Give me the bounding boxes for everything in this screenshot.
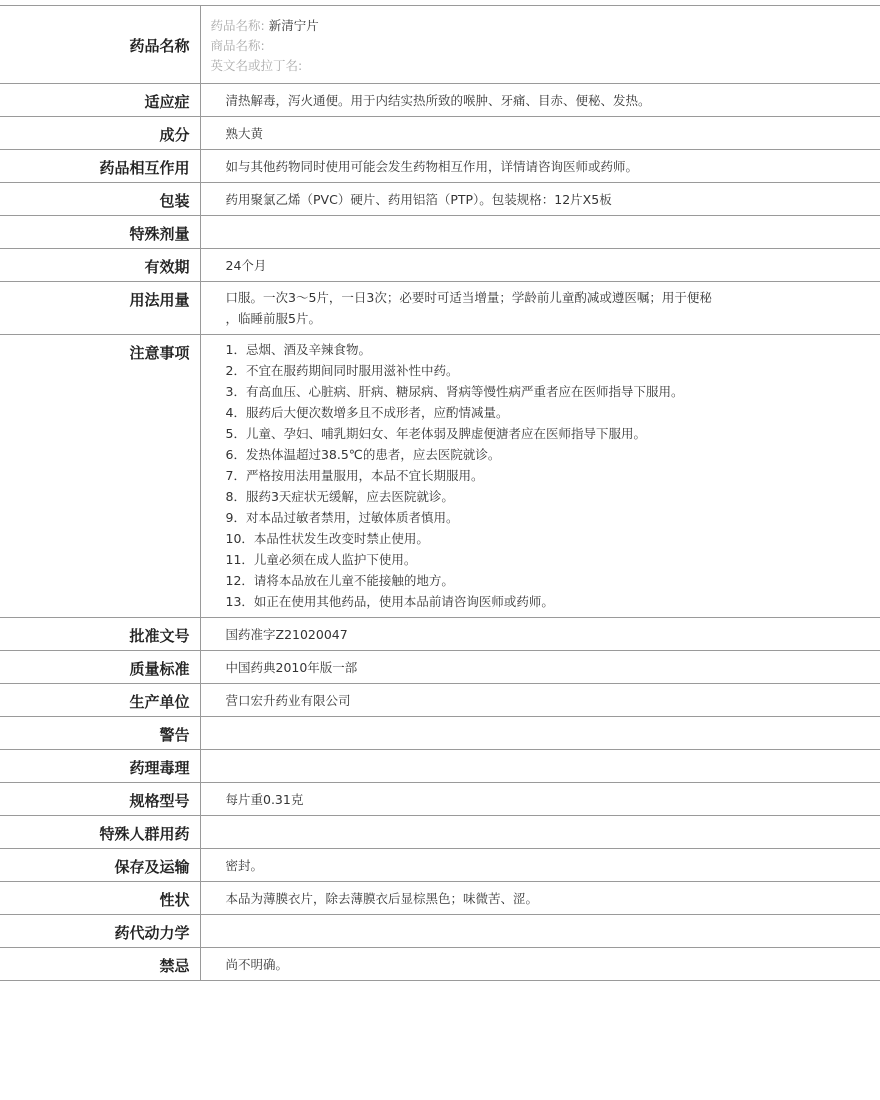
precaution-item: 10．本品性状发生改变时禁止使用。 — [225, 531, 429, 546]
row-ingredients — [0, 117, 880, 150]
row-indications — [0, 84, 880, 117]
value-manufacturer: 营口宏升药业有限公司 — [200, 684, 880, 717]
drug-info-table — [0, 5, 880, 981]
label-pharmacology: 药理毒理 — [0, 750, 200, 783]
label-validity: 有效期 — [0, 249, 200, 282]
blank-area — [0, 980, 880, 1100]
value-precautions — [200, 335, 880, 618]
row-packaging — [0, 183, 880, 216]
value-ingredients: 熟大黄 — [200, 117, 880, 150]
row-storage — [0, 849, 880, 882]
precaution-item: 9．对本品过敏者禁用，过敏体质者慎用。 — [225, 510, 459, 525]
precaution-item: 6．发热体温超过38.5℃的患者，应去医院就诊。 — [225, 447, 501, 462]
precaution-item: 11．儿童必须在成人监护下使用。 — [225, 552, 417, 567]
label-indications: 适应症 — [0, 84, 200, 117]
label-pharmacokinetics: 药代动力学 — [0, 915, 200, 948]
value-usage — [200, 282, 880, 335]
precaution-item: 4．服药后大便次数增多且不成形者，应酌情减量。 — [225, 405, 509, 420]
label-packaging: 包装 — [0, 183, 200, 216]
label-precautions: 注意事项 — [0, 335, 200, 618]
row-quality-standard — [0, 651, 880, 684]
value-warning — [200, 717, 880, 750]
row-approval-number — [0, 618, 880, 651]
generic-name-prefix: 药品名称: — [210, 18, 265, 33]
label-drug-name: 药品名称 — [0, 6, 200, 84]
label-usage: 用法用量 — [0, 282, 200, 335]
row-warning — [0, 717, 880, 750]
generic-name-line — [211, 16, 880, 36]
precaution-item: 13．如正在使用其他药品，使用本品前请咨询医师或药师。 — [225, 594, 554, 609]
row-pharmacokinetics — [0, 915, 880, 948]
label-manufacturer: 生产单位 — [0, 684, 200, 717]
precaution-item: 3．有高血压、心脏病、肝病、糖尿病、肾病等慢性病严重者应在医师指导下服用。 — [225, 384, 684, 399]
row-validity — [0, 249, 880, 282]
value-appearance: 本品为薄膜衣片，除去薄膜衣后显棕黑色；味微苦、涩。 — [200, 882, 880, 915]
value-special-groups — [200, 816, 880, 849]
row-appearance — [0, 882, 880, 915]
row-interactions — [0, 150, 880, 183]
value-specification: 每片重0.31克 — [200, 783, 880, 816]
row-special-dosage — [0, 216, 880, 249]
value-contraindications: 尚不明确。 — [200, 948, 880, 981]
precaution-item: 7．严格按用法用量服用，本品不宜长期服用。 — [225, 468, 484, 483]
generic-name-value: 新清宁片 — [268, 18, 319, 33]
label-warning: 警告 — [0, 717, 200, 750]
english-name-line — [211, 56, 880, 76]
row-precautions — [0, 335, 880, 618]
usage-line-2: ，临睡前服5片。 — [225, 311, 321, 326]
english-name-prefix: 英文名或拉丁名: — [210, 58, 303, 73]
value-storage: 密封。 — [200, 849, 880, 882]
label-contraindications: 禁忌 — [0, 948, 200, 981]
label-approval-number: 批准文号 — [0, 618, 200, 651]
row-special-groups — [0, 816, 880, 849]
precaution-item: 12．请将本品放在儿童不能接触的地方。 — [225, 573, 454, 588]
label-quality-standard: 质量标准 — [0, 651, 200, 684]
row-drug-name — [0, 6, 880, 84]
value-packaging: 药用聚氯乙烯（PVC）硬片、药用铝箔（PTP）。包装规格：12片X5板 — [200, 183, 880, 216]
value-interactions: 如与其他药物同时使用可能会发生药物相互作用，详情请咨询医师或药师。 — [200, 150, 880, 183]
usage-line-1: 口服。一次3～5片，一日3次；必要时可适当增量；学龄前儿童酌减或遵医嘱；用于便秘 — [225, 290, 712, 305]
precaution-item: 1．忌烟、酒及辛辣食物。 — [225, 342, 371, 357]
label-special-dosage: 特殊剂量 — [0, 216, 200, 249]
trade-name-prefix: 商品名称: — [210, 38, 265, 53]
value-indications: 清热解毒，泻火通便。用于内结实热所致的喉肿、牙痛、目赤、便秘、发热。 — [200, 84, 880, 117]
trade-name-line — [211, 36, 880, 56]
label-special-groups: 特殊人群用药 — [0, 816, 200, 849]
precaution-item: 5．儿童、孕妇、哺乳期妇女、年老体弱及脾虚便溏者应在医师指导下服用。 — [225, 426, 646, 441]
value-pharmacology — [200, 750, 880, 783]
label-storage: 保存及运输 — [0, 849, 200, 882]
row-manufacturer — [0, 684, 880, 717]
precaution-item: 8．服药3天症状无缓解，应去医院就诊。 — [225, 489, 454, 504]
value-quality-standard: 中国药典2010年版一部 — [200, 651, 880, 684]
label-appearance: 性状 — [0, 882, 200, 915]
row-specification — [0, 783, 880, 816]
row-contraindications — [0, 948, 880, 981]
row-pharmacology — [0, 750, 880, 783]
row-usage — [0, 282, 880, 335]
value-pharmacokinetics — [200, 915, 880, 948]
precaution-item: 2．不宜在服药期间同时服用滋补性中药。 — [225, 363, 459, 378]
value-validity: 24个月 — [200, 249, 880, 282]
value-special-dosage — [200, 216, 880, 249]
label-specification: 规格型号 — [0, 783, 200, 816]
value-approval-number: 国药准字Z21020047 — [200, 618, 880, 651]
value-drug-name — [200, 6, 880, 84]
label-interactions: 药品相互作用 — [0, 150, 200, 183]
label-ingredients: 成分 — [0, 117, 200, 150]
